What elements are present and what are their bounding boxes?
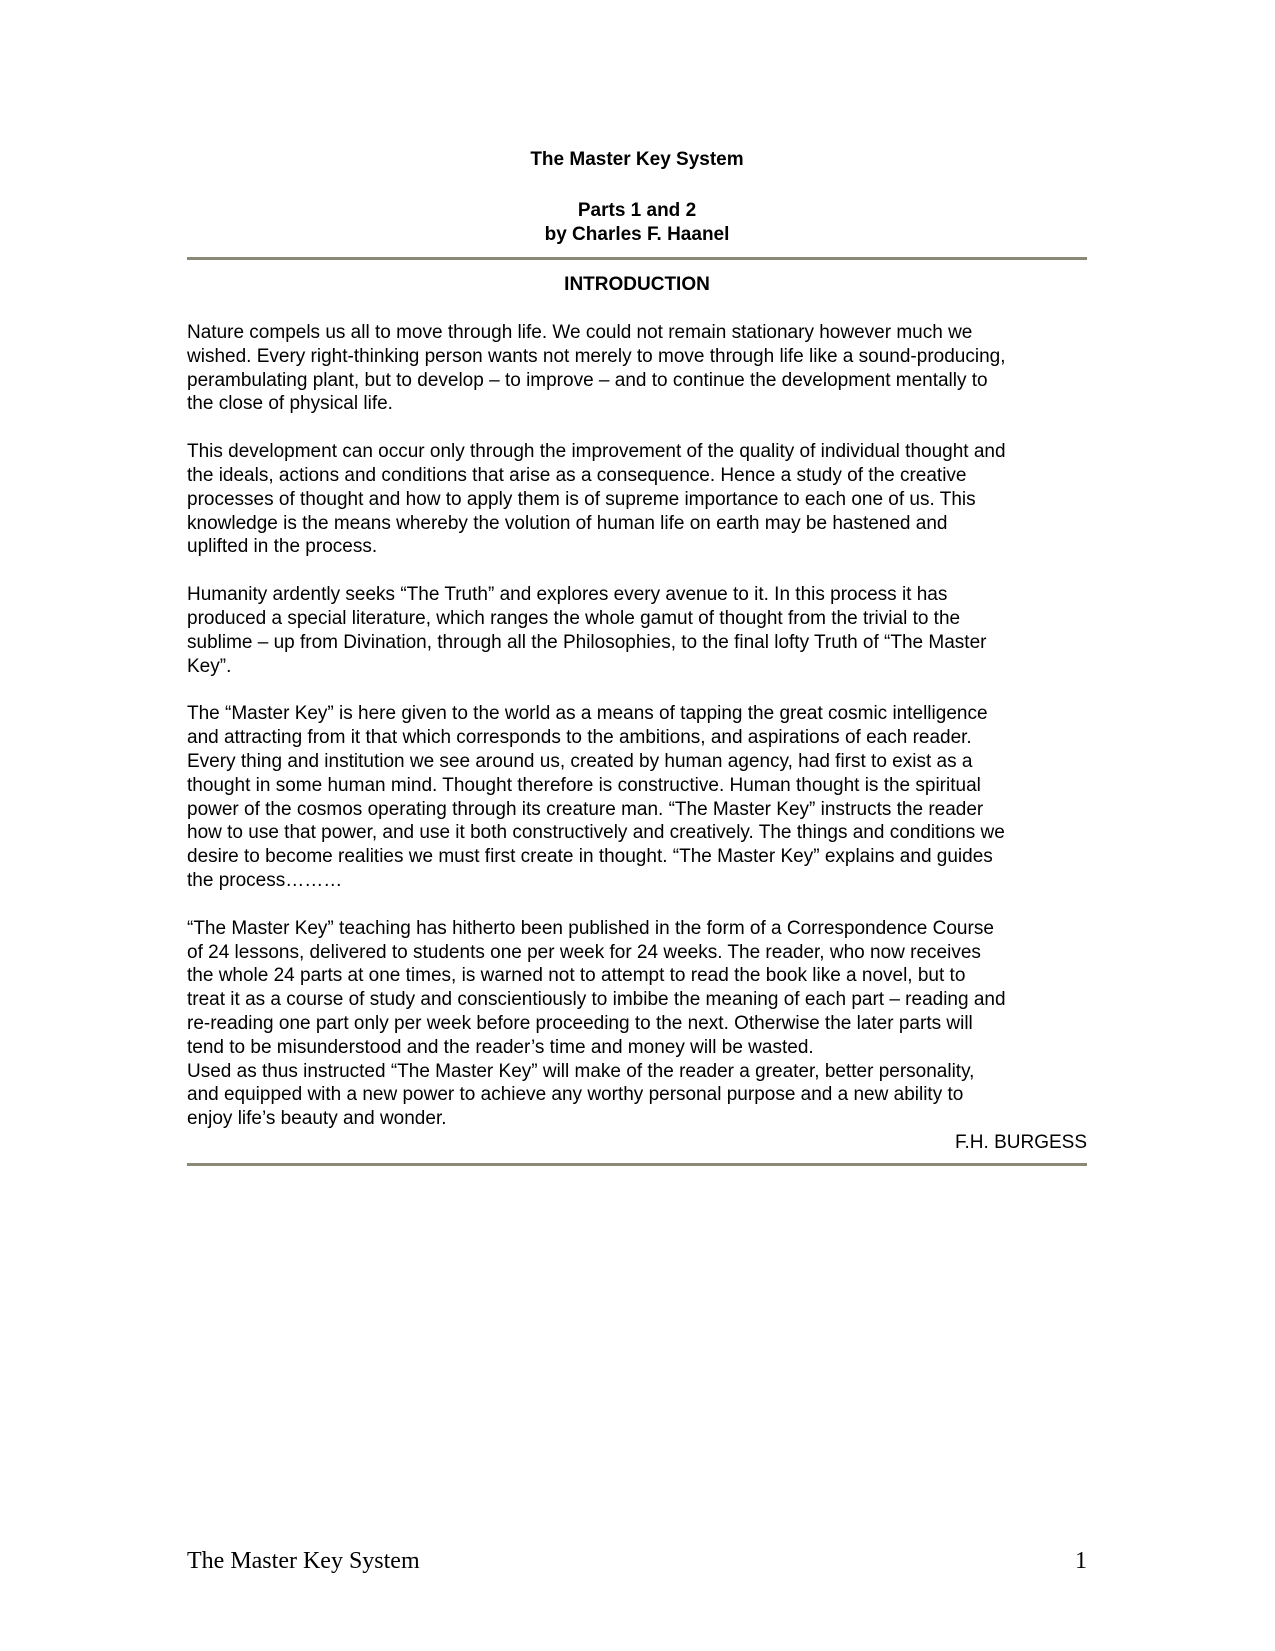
footer-title: The Master Key System: [187, 1548, 420, 1574]
paragraph-2: This development can occur only through the improvement of the quality of individual thought and the ideals, actions and conditions that arise as a consequence. Hence a study of the creative processes of thought and how to apply them is of supreme importance to each one of us. This knowledge is the means whereby the volution of human life on earth may be hastened and uplifted in the process.: [187, 441, 1006, 558]
paragraph-5: “The Master Key” teaching has hitherto been published in the form of a Correspondence Course of 24 lessons, delivered to students one per week for 24 weeks. The reader, who now receives the whole 24 parts at one times, is warned not to attempt to read the book like a novel, but to treat it as a course of study and conscientiously to imbibe the meaning of each part – reading and re-reading one part only per week before proceeding to the next. Otherwise the later parts will tend to be misunderstood and the reader’s time and money will be wasted. Used as thus instructed “The Master Key” will make of the reader a greater, better personality, and equipped with a new power to achieve any worthy personal purpose and a new ability to enjoy life’s beauty and wonder.: [187, 917, 1006, 1130]
document-author: by Charles F. Haanel: [544, 224, 730, 245]
paragraph-3: Humanity ardently seeks “The Truth” and explores every avenue to it. In this process it has produced a special literature, which ranges the whole gamut of thought from the trivial to the sublime – up from Divination, through all the Philosophies, to the final lofty Truth of “The Master Key”.: [187, 584, 987, 677]
signature: F.H. BURGESS: [955, 1131, 1087, 1153]
bottom-divider: [187, 1163, 1087, 1166]
document-body: [187, 148, 1087, 1166]
top-divider: [187, 257, 1087, 260]
document-subtitle-parts: Parts 1 and 2: [577, 200, 697, 221]
paragraph-1: Nature compels us all to move through life. We could not remain stationary however much we wished. Every right-thinking person wants not merely to move through life like a sound-producing, perambulating plant, but to develop – to improve – and to continue the development mentally to the close of physical life.: [187, 322, 1006, 415]
document-title: The Master Key System: [530, 149, 744, 170]
section-heading: INTRODUCTION: [564, 274, 710, 295]
paragraph-4: The “Master Key” is here given to the world as a means of tapping the great cosmic intelligence and attracting from it that which corresponds to the ambitions, and aspirations of each reader. Every thing and institution we see around us, created by human agency, had first to exist as a thought in some human mind. Thought therefore is constructive. Human thought is the spiritual power of the cosmos operating through its creature man. “The Master Key” instructs the reader how to use that power, and use it both constructively and creatively. The things and conditions we desire to become realities we must first create in thought. “The Master Key” explains and guides the process………: [187, 703, 1005, 891]
page-number: 1: [1075, 1548, 1087, 1574]
